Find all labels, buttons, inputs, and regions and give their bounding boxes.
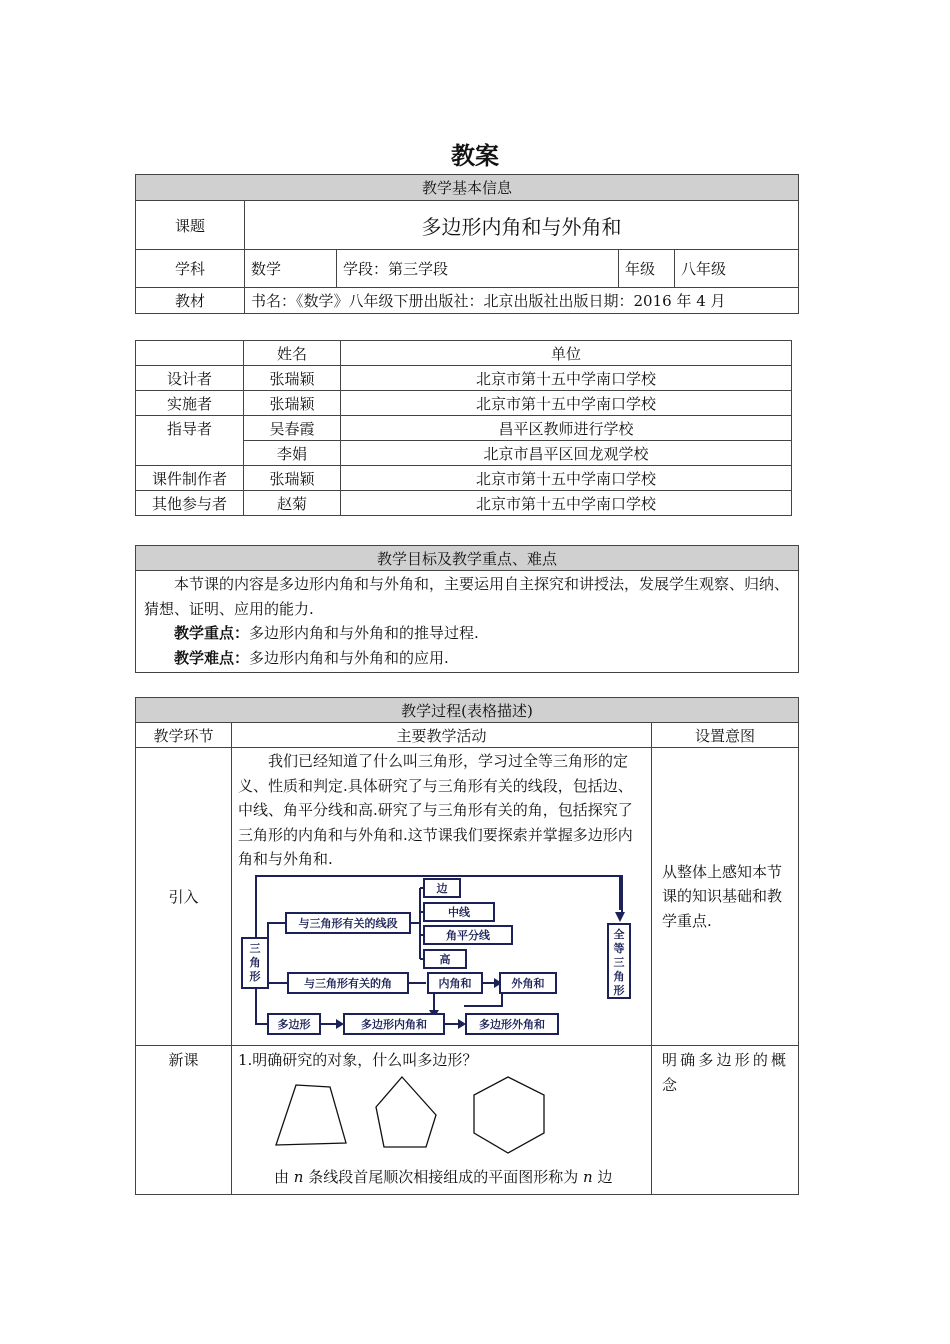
tri-2: 角 [249,955,261,969]
text-triangle [250,942,262,983]
grade-value: 八年级 [675,250,799,288]
people-unit: 北京市昌平区回龙观学校 [341,441,792,466]
people-role: 设计者 [136,366,244,391]
new-question: 1.明确研究的对象，什么叫多边形？ [238,1051,478,1069]
goals-diff [144,646,790,671]
people-name: 李娟 [244,441,341,466]
intro-text: 我们已经知道了什么叫三角形，学习过全等三角形的定义、性质和判定.具体研究了与三角形有关的线段，包括边、中线、角平分线和高.研究了与三角形有关的角，包括探究了三角形的内角和与外角和.这节课我们要探索并掌握多边形内角和与外角和. [238,752,633,868]
text-height: 高 [439,952,451,966]
goals-text: 本节课的内容是多边形内角和与外角和，主要运用自主探究和讲授法，发展学生观察、归纳、猜想、证明、应用的能力. [144,575,790,618]
knowledge-flowchart [238,872,625,1042]
arrow-head-congruent [615,912,625,922]
flow-line-down2 [464,994,502,1006]
flow-line-seg [268,923,286,942]
text-side: 边 [436,881,448,895]
text-poly-exterior: 多边形外角和 [479,1017,545,1031]
people-unit: 北京市第十五中学南口学校 [341,466,792,491]
people-corner [136,341,244,366]
topic-value: 多边形内角和与外角和 [245,201,799,250]
text-segments: 与三角形有关的线段 [298,916,398,930]
new-stage: 新课 [136,1046,232,1195]
people-name: 赵菊 [244,491,341,516]
people-role: 其他参与者 [136,491,244,516]
basic-info-table [135,174,799,314]
hexagon-shape [474,1077,544,1153]
intro-intent [652,748,799,1046]
textbook-label: 教材 [136,288,245,314]
people-role: 实施者 [136,391,244,416]
text-angles: 与三角形有关的角 [304,976,392,990]
cong-2: 等 [613,941,625,955]
col-unit: 单位 [341,341,792,366]
def-n-1: n [293,1167,304,1186]
polygon-examples [268,1075,568,1163]
grade-label: 年级 [619,250,675,288]
page-title: 教案 [451,141,499,170]
def-n-2: n [583,1167,593,1186]
people-name: 张瑞颖 [244,391,341,416]
arrow-head-poly-int [336,1019,344,1029]
diff-text: 多边形内角和与外角和的应用. [249,648,449,667]
pentagon-shape [376,1077,436,1147]
basic-info-header: 教学基本信息 [136,175,799,201]
goals-table [135,545,799,673]
people-table [135,340,792,516]
subject-value: 数学 [245,250,337,288]
goals-header: 教学目标及教学重点、难点 [136,546,799,571]
flow-line-poly [256,987,268,1024]
new-intent-text: 明确多边形的概念 [662,1051,789,1094]
cong-3: 三 [613,955,625,969]
flow-line-branch [410,888,424,959]
intro-stage: 引入 [136,748,232,1046]
people-unit: 北京市第十五中学南口学校 [341,491,792,516]
def-part-a: 由 [274,1167,294,1186]
intro-activity [232,748,652,1046]
col-name: 姓名 [244,341,341,366]
process-table [135,697,799,1195]
text-polygon: 多边形 [277,1017,311,1031]
text-poly-interior: 多边形内角和 [361,1017,427,1031]
process-header: 教学过程(表格描述) [136,698,799,723]
people-name: 张瑞颖 [244,466,341,491]
tri-3: 形 [249,969,261,983]
text-bisector: 角平分线 [446,928,490,942]
key-label: 教学重点： [174,624,250,642]
new-activity [232,1046,652,1195]
def-part-b: 条线段首尾顺次相接组成的平面图形称为 [303,1167,583,1186]
cong-1: 全 [613,927,625,941]
intro-intent-text: 从整体上感知本节课的知识基础和教学重点. [662,862,783,930]
cong-5: 形 [613,983,625,997]
people-name: 吴春霞 [244,416,341,441]
diff-label: 教学难点： [174,648,250,667]
goals-body [136,571,799,673]
people-unit: 北京市第十五中学南口学校 [341,366,792,391]
text-median: 中线 [448,905,470,919]
col-intent: 设置意图 [652,723,799,748]
text-exterior: 外角和 [511,976,545,990]
goals-key [144,621,790,646]
stage-value: 学段：第三学段 [337,250,619,288]
text-interior: 内角和 [438,976,472,990]
new-definition [238,1165,645,1190]
cong-4: 角 [613,969,625,983]
col-activity: 主要教学活动 [232,723,652,748]
arrow-head-poly-ext [458,1019,466,1029]
tri-1: 三 [249,941,261,955]
new-intent [652,1046,799,1195]
people-role: 指导者 [136,416,244,466]
textbook-value: 书名：《数学》八年级下册出版社：北京出版社出版日期：2016 年 4 月 [245,288,799,314]
text-congruent [614,927,626,997]
key-text: 多边形内角和与外角和的推导过程. [249,624,479,642]
def-part-c: 边 [592,1167,613,1186]
people-name: 张瑞颖 [244,366,341,391]
topic-label: 课题 [136,201,245,250]
col-stage: 教学环节 [136,723,232,748]
people-unit: 昌平区教师进行学校 [341,416,792,441]
people-unit: 北京市第十五中学南口学校 [341,391,792,416]
quadrilateral-shape [276,1085,346,1145]
flow-line-ang [268,972,288,983]
subject-label: 学科 [136,250,245,288]
people-role: 课件制作者 [136,466,244,491]
